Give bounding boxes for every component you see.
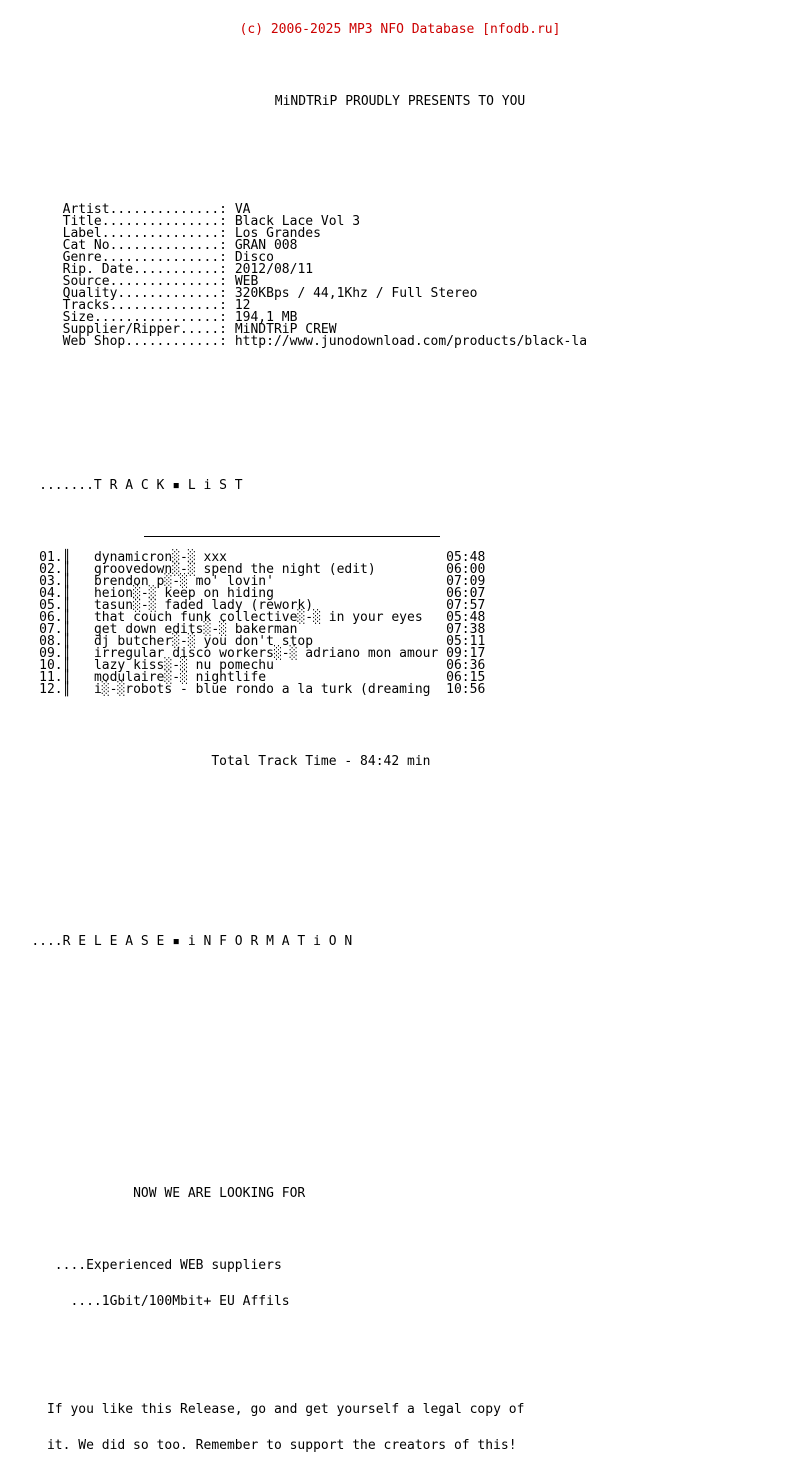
track-number: 11. — [39, 670, 63, 685]
track-time: 10:56 — [446, 682, 486, 697]
track-time: 09:17 — [446, 646, 486, 661]
track-row: 05.║ tasun░-░ faded lady (rework) 07:57 — [39, 598, 486, 613]
info-label: Source — [62, 274, 110, 289]
info-label: Size — [62, 310, 94, 325]
info-value: 2012/08/11 — [234, 262, 314, 277]
blank-line — [0, 408, 800, 420]
track-number: 07. — [39, 622, 63, 637]
info-label: Rip. Date — [62, 262, 134, 277]
info-value: 12 — [234, 298, 251, 313]
blank-line — [0, 792, 800, 804]
track-row: 02.║ groovedown░-░ spend the night (edit) 06:00 — [39, 562, 486, 577]
track-title: groovedown░-░ spend the night (edit) — [93, 562, 376, 577]
track-title: irregular disco workers░-░ adriano mon amour — [93, 646, 439, 661]
track-number: 12. — [39, 682, 63, 697]
info-row: Genre...............: Disco — [62, 250, 274, 265]
info-label: Artist — [62, 202, 110, 217]
track-title: heion░-░ keep on hiding — [93, 586, 274, 601]
info-value: MiNDTRiP CREW — [234, 322, 337, 337]
blank-line — [0, 132, 800, 144]
blank-line — [0, 168, 800, 180]
looking-for-item — [0, 1260, 800, 1272]
looking-for-heading-text: NOW WE ARE LOOKING FOR — [133, 1186, 306, 1201]
track-time: 07:57 — [446, 598, 486, 613]
track-title: dj butcher░-░ you don't stop — [93, 634, 314, 649]
looking-for-heading — [0, 1188, 800, 1200]
info-row: Title...............: Black Lace Vol 3 — [62, 214, 361, 229]
track-title: brendon p░-░ mo' lovin' — [93, 574, 274, 589]
track-row: 01.║ dynamicron░-░ xxx 05:48 — [39, 550, 486, 565]
blank-line — [0, 1332, 800, 1344]
track-time: 05:48 — [446, 610, 486, 625]
track-number: 04. — [39, 586, 63, 601]
info-label: Supplier/Ripper — [62, 322, 181, 337]
track-number: 08. — [39, 634, 63, 649]
track-row: 07.║ get down edits░-░ bakerman 07:38 — [39, 622, 486, 637]
release-heading-text: ....R E L E A S E ▪ i N F O R M A T i O N — [31, 934, 353, 949]
track-row: 11.║ modulaire░-░ nightlife 06:15 — [39, 670, 486, 685]
info-row: Tracks..............: 12 — [62, 298, 251, 313]
track-title: i░-░robots - blue rondo a la turk (dreaming — [93, 682, 431, 697]
info-row: Rip. Date...........: 2012/08/11 — [62, 262, 314, 277]
looking-for-item-text: ....Experienced WEB suppliers — [54, 1258, 282, 1273]
info-value: Black Lace Vol 3 — [234, 214, 361, 229]
track-number: 09. — [39, 646, 63, 661]
info-value: 320KBps / 44,1Khz / Full Stereo — [234, 286, 478, 301]
blank-line — [0, 60, 800, 72]
info-value: WEB — [234, 274, 259, 289]
track-time: 07:38 — [446, 622, 486, 637]
track-time: 05:48 — [446, 550, 486, 565]
track-title: dynamicron░-░ xxx — [93, 550, 227, 565]
release-info-block — [0, 204, 800, 348]
track-number: 01. — [39, 550, 63, 565]
track-time: 06:00 — [446, 562, 486, 577]
presents-line: MiNDTRiP PROUDLY PRESENTS TO YOU — [274, 94, 526, 109]
info-row: Quality.............: 320KBps / 44,1Khz / Full Stereo — [62, 286, 478, 301]
track-time: 06:07 — [446, 586, 486, 601]
track-title: tasun░-░ faded lady (rework) — [93, 598, 314, 613]
track-time: 06:15 — [446, 670, 486, 685]
blank-line — [0, 720, 800, 732]
info-row: Cat No..............: GRAN 008 — [62, 238, 298, 253]
info-label: Quality — [62, 286, 118, 301]
blank-line — [0, 444, 800, 456]
blank-line — [0, 1008, 800, 1020]
info-row: Size................: 194,1 MB — [62, 310, 298, 325]
track-time: 07:09 — [446, 574, 486, 589]
track-title: get down edits░-░ bakerman — [93, 622, 298, 637]
info-row: Label...............: Los Grandes — [62, 226, 321, 241]
info-value: Los Grandes — [234, 226, 321, 241]
info-label: Genre — [62, 250, 102, 265]
info-label: Tracks — [62, 298, 110, 313]
looking-for-item-text: ....1Gbit/100Mbit+ EU Affils — [70, 1294, 290, 1309]
track-row: 10.║ lazy kiss░-░ nu pomechu 06:36 — [39, 658, 486, 673]
footer-text: If you like this Release, go and get yourself a legal copy of — [46, 1402, 525, 1417]
track-time: 06:36 — [446, 658, 486, 673]
blank-line — [0, 1152, 800, 1164]
tracklist — [0, 552, 800, 696]
info-value: 194,1 MB — [234, 310, 298, 325]
blank-line — [0, 1224, 800, 1236]
track-number: 03. — [39, 574, 63, 589]
track-number: 02. — [39, 562, 63, 577]
blank-line — [0, 516, 800, 528]
info-row: Supplier/Ripper.....: MiNDTRiP CREW — [62, 322, 337, 337]
info-label: Web Shop — [62, 334, 126, 349]
blank-line — [0, 1368, 800, 1380]
track-row: 12.║ i░-░robots - blue rondo a la turk (dreaming 10:56 — [39, 682, 486, 697]
track-number: 05. — [39, 598, 63, 613]
tracklist-heading — [0, 480, 800, 492]
tracklist-heading-text: .......T R A C K ▪ L i S T — [39, 478, 243, 493]
blank-line — [0, 1080, 800, 1092]
info-label: Cat No — [62, 238, 110, 253]
info-row: Source..............: WEB — [62, 274, 259, 289]
looking-for-item — [0, 1296, 800, 1308]
info-value: VA — [234, 202, 251, 217]
blank-line — [0, 864, 800, 876]
divider-rule — [144, 536, 440, 537]
info-value: http://www.junodownload.com/products/black-la — [234, 334, 588, 349]
total-time-text: Total Track Time - 84:42 min — [211, 754, 431, 769]
info-row: Web Shop............: http://www.junodownload.com/products/black-la — [62, 334, 588, 349]
track-row: 04.║ heion░-░ keep on hiding 06:07 — [39, 586, 486, 601]
blank-line — [0, 900, 800, 912]
track-title: that couch funk collective░-░ in your eyes — [93, 610, 423, 625]
info-value: Disco — [234, 250, 274, 265]
blank-line — [0, 1044, 800, 1056]
total-track-time — [0, 756, 800, 768]
blank-line — [0, 1116, 800, 1128]
info-row: Artist..............: VA — [62, 202, 251, 217]
footer-line — [0, 1404, 800, 1416]
footer-text: it. We did so too. Remember to support the creators of this! — [46, 1438, 517, 1453]
track-number: 10. — [39, 658, 63, 673]
release-info-heading — [0, 936, 800, 948]
blank-line — [0, 972, 800, 984]
track-time: 05:11 — [446, 634, 486, 649]
track-row: 08.║ dj butcher░-░ you don't stop 05:11 — [39, 634, 486, 649]
copyright-line: (c) 2006-2025 MP3 NFO Database [nfodb.ru] — [239, 22, 561, 37]
track-title: lazy kiss░-░ nu pomechu — [93, 658, 274, 673]
track-title: modulaire░-░ nightlife — [93, 670, 267, 685]
track-row: 03.║ brendon p░-░ mo' lovin' 07:09 — [39, 574, 486, 589]
blank-line — [0, 828, 800, 840]
info-label: Label — [62, 226, 102, 241]
track-row: 09.║ irregular disco workers░-░ adriano mon amour 09:17 — [39, 646, 486, 661]
info-label: Title — [62, 214, 102, 229]
footer-line — [0, 1440, 800, 1452]
blank-line — [0, 372, 800, 384]
track-row: 06.║ that couch funk collective░-░ in your eyes 05:48 — [39, 610, 486, 625]
track-number: 06. — [39, 610, 63, 625]
info-value: GRAN 008 — [234, 238, 298, 253]
